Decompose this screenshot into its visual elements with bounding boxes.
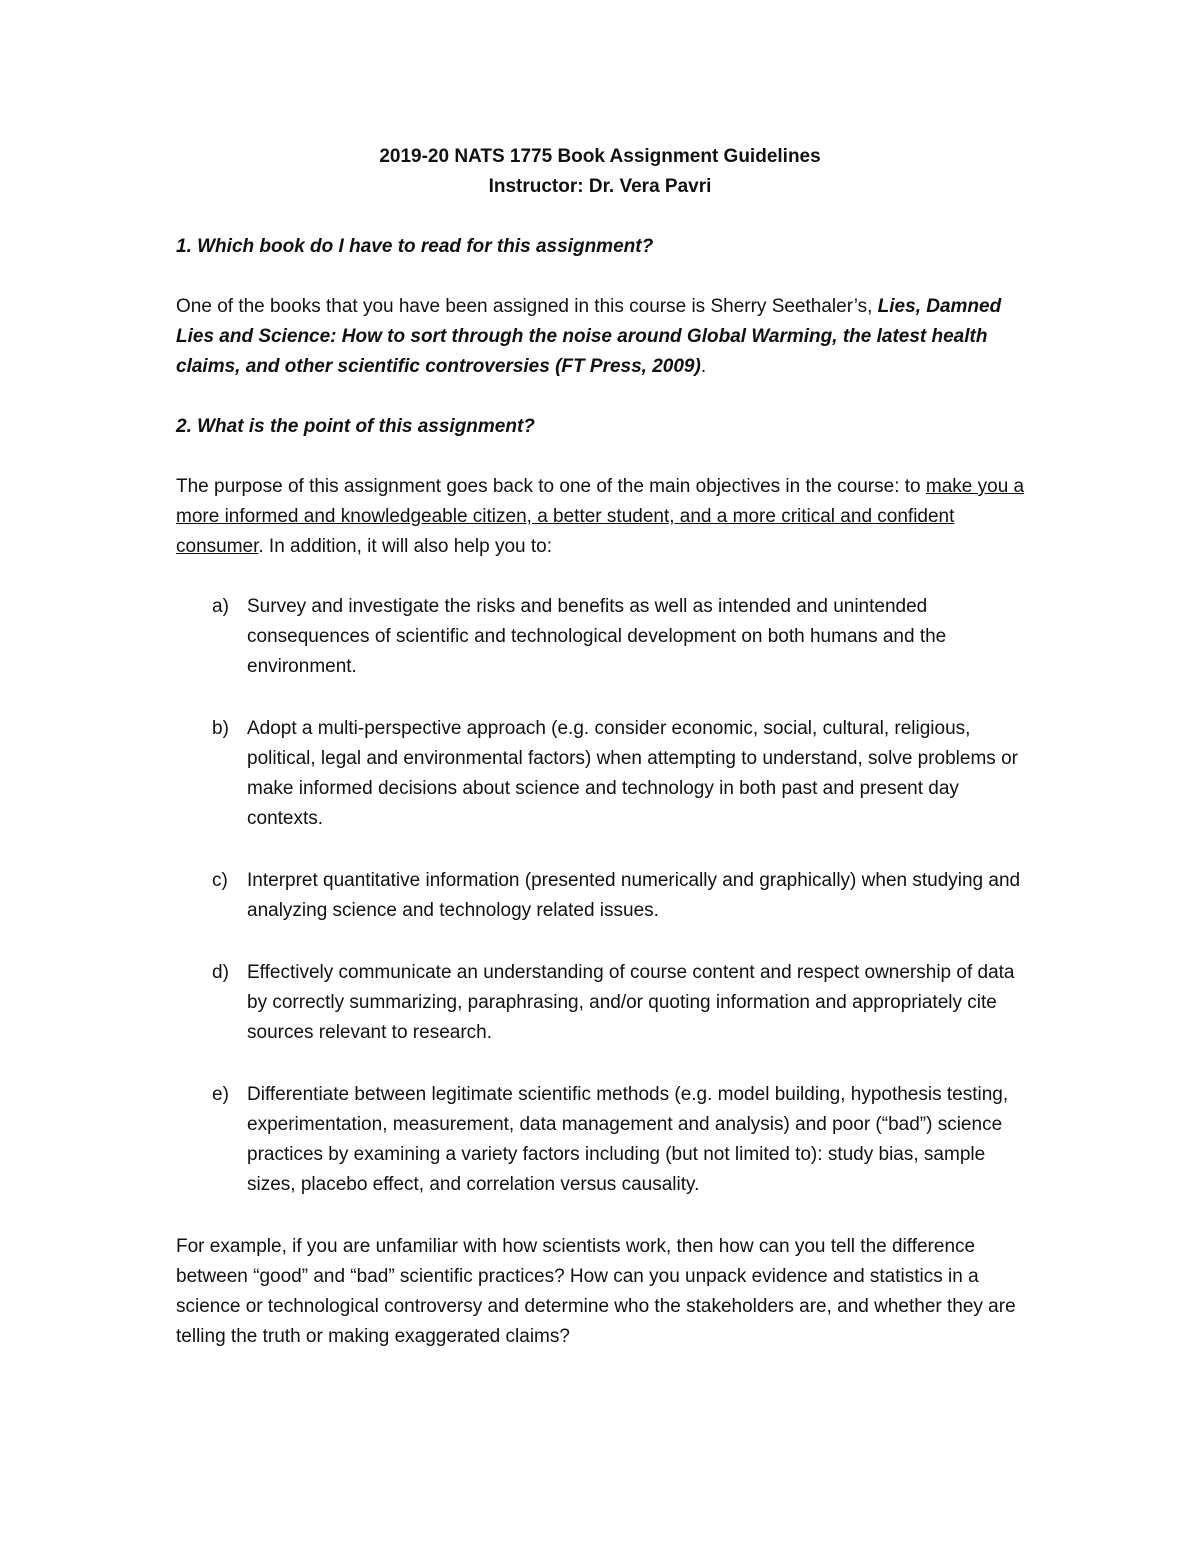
list-item <box>176 866 1036 926</box>
purpose-intro: The purpose of this assignment goes back to one of the main objectives in the course: to <box>176 476 926 497</box>
question-1-heading: 1. Which book do I have to read for this assignment? <box>176 236 654 257</box>
list-item-text: Interpret quantitative information (presented numerically and graphically) when studying and analyzing science and technology related issues. <box>247 870 1021 921</box>
question-2-heading: 2. What is the point of this assignment? <box>176 416 535 437</box>
list-item <box>176 714 1036 834</box>
list-marker: b) <box>212 718 229 739</box>
list-marker: c) <box>212 870 228 891</box>
instructor-line: Instructor: Dr. Vera Pavri <box>488 176 712 197</box>
list-item <box>176 592 1036 682</box>
answer-1-end: . <box>700 356 707 377</box>
list-marker: d) <box>212 962 229 983</box>
document-header <box>0 142 1200 202</box>
answer-1-intro: One of the books that you have been assigned in this course is Sherry Seethaler’s, <box>176 296 878 317</box>
purpose-paragraph <box>176 472 1036 562</box>
document-title: 2019-20 NATS 1775 Book Assignment Guidelines <box>379 146 821 167</box>
list-marker: e) <box>212 1084 229 1105</box>
objectives-list <box>176 592 1036 1200</box>
list-item-text: Survey and investigate the risks and benefits as well as intended and unintended consequences of scientific and technological development on both humans and the environment. <box>247 596 947 677</box>
purpose-end: . In addition, it will also help you to: <box>258 536 552 557</box>
book-title: Lies, Damned Lies and Science: How to sort through the noise around Global Warming, the latest health claims, and other scientific controversies (FT Press, 2009) <box>176 296 1002 377</box>
question-1-answer <box>176 292 1036 382</box>
list-item-text: Adopt a multi-perspective approach (e.g. consider economic, social, cultural, religious, political, legal and environmental factors) when attempting to understand, solve problems or make informed decisions about science and technology in both past and present day contexts. <box>247 718 1018 829</box>
list-item <box>176 1080 1036 1200</box>
list-marker: a) <box>212 596 229 617</box>
purpose-underlined: make you a more informed and knowledgeable citizen, a better student, and a more critical and confident consumer <box>176 476 1025 557</box>
list-item-text: Differentiate between legitimate scientific methods (e.g. model building, hypothesis testing, experimentation, measurement, data management and analysis) and poor (“bad”) science practices by examining a variety factors including (but not limited to): study bias, sample sizes, placebo effect, and correlation versus causality. <box>247 1084 1009 1195</box>
closing-paragraph: For example, if you are unfamiliar with how scientists work, then how can you tell the difference between “good” and “bad” scientific practices? How can you unpack evidence and statistics in a science or technological controversy and determine who the stakeholders are, and whether they are telling the truth or making exaggerated claims? <box>176 1236 1016 1347</box>
document-body <box>176 232 1036 1382</box>
list-item <box>176 958 1036 1048</box>
list-item-text: Effectively communicate an understanding of course content and respect ownership of data by correctly summarizing, paraphrasing, and/or quoting information and appropriately cite sources relevant to research. <box>247 962 1015 1043</box>
